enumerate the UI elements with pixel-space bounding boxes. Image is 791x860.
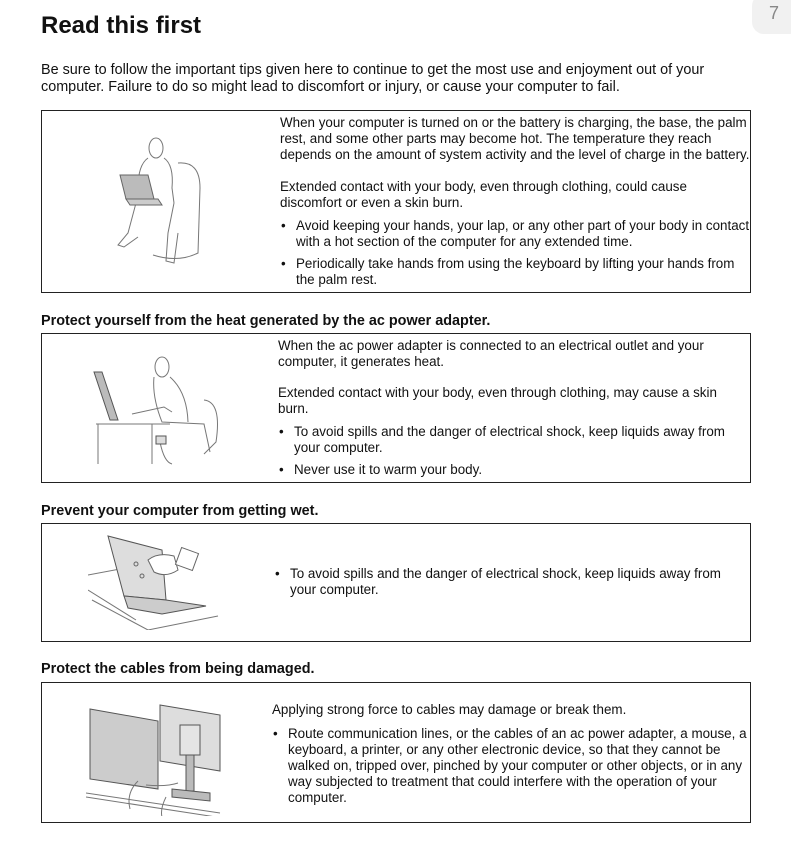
wet-warning-text — [274, 566, 744, 598]
bullet-item: • To avoid spills and the danger of electrical shock, keep liquids away from your computer. — [274, 566, 744, 598]
bullet-item: • Route communication lines, or the cables of an ac power adapter, a mouse, a keyboard, a printer, or any other electronic device, so that they cannot be walked on, tripped over, pinched by your computer or other objects, or in any way subjected to treatment that could interfere with the operation of your computer. — [272, 726, 748, 806]
monitors-with-cables-illustration — [86, 701, 226, 816]
bullet-item: • Avoid keeping your hands, your lap, or any other part of your body in contact with a hot section of the computer for any extended time. — [280, 218, 750, 250]
section-heading-wet: Prevent your computer from getting wet. — [41, 503, 319, 519]
page-number-badge — [752, 0, 791, 34]
adapter-heat-text — [278, 338, 748, 478]
paragraph: When the ac power adapter is connected to an electrical outlet and your computer, it generates heat. — [278, 338, 704, 369]
hot-parts-text — [280, 115, 750, 288]
page-title: Read this first — [41, 12, 202, 39]
page-number: 7 — [769, 3, 780, 23]
person-with-laptop-on-lap-illustration — [108, 133, 208, 268]
adapter-heat-box — [41, 333, 751, 483]
bullet-item: • Never use it to warm your body. — [278, 462, 748, 478]
paragraph: Extended contact with your body, even through clothing, may cause a skin burn. — [278, 385, 717, 416]
paragraph: When your computer is turned on or the battery is charging, the base, the palm rest, and some other parts may become hot. The temperature they reach depends on the amount of system activity and the level of charge in the battery. — [280, 115, 750, 162]
paragraph: Extended contact with your body, even through clothing, could cause discomfort or even a skin burn. — [280, 179, 687, 210]
liquid-spill-on-laptop-illustration — [88, 530, 228, 630]
section-heading-adapter-heat: Protect yourself from the heat generated by the ac power adapter. — [41, 313, 491, 329]
wet-warning-box — [41, 523, 751, 642]
bullet-item: • To avoid spills and the danger of electrical shock, keep liquids away from your computer. — [278, 424, 748, 456]
hot-parts-warning-box — [41, 110, 751, 293]
cables-warning-box — [41, 682, 751, 823]
person-at-desk-with-adapter-illustration — [92, 352, 222, 467]
bullet-item: • Periodically take hands from using the keyboard by lifting your hands from the palm rest. — [280, 256, 750, 288]
cables-warning-text — [272, 702, 748, 806]
section-heading-cables: Protect the cables from being damaged. — [41, 661, 315, 677]
paragraph: Applying strong force to cables may damage or break them. — [272, 702, 627, 717]
intro-paragraph: Be sure to follow the important tips given here to continue to get the most use and enjoyment out of your computer. Failure to do so might lead to discomfort or injury, or cause your computer to fail. — [41, 62, 705, 95]
